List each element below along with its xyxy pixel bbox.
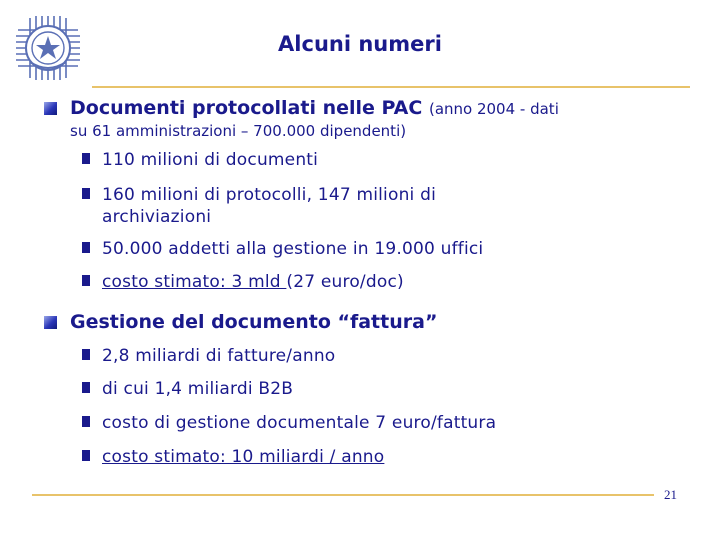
list-item-line: archiviazioni <box>102 207 212 227</box>
list-bullet-icon <box>82 382 90 393</box>
section-heading: Gestione del documento “fattura” <box>70 311 438 333</box>
page-number: 21 <box>664 487 677 502</box>
section-bullet-icon <box>44 316 57 329</box>
list-bullet-icon <box>82 275 90 286</box>
bottom-divider <box>32 494 654 496</box>
list-bullet-icon <box>82 242 90 253</box>
list-item: 2,8 miliardi di fatture/anno <box>102 346 336 366</box>
section-heading <box>70 96 559 121</box>
list-bullet-icon <box>82 188 90 199</box>
list-bullet-icon <box>82 416 90 427</box>
section-note: (anno 2004 - dati <box>428 100 559 118</box>
section-note-continued: su 61 amministrazioni – 700.000 dipendenti) <box>70 122 407 140</box>
section-heading-text: Documenti protocollati nelle PAC <box>70 97 423 119</box>
list-item-line: 160 milioni di protocolli, 147 milioni di <box>102 185 436 205</box>
list-item <box>102 271 404 293</box>
list-item <box>102 446 384 468</box>
list-item-underlined: costo stimato: 3 mld <box>102 272 287 292</box>
list-bullet-icon <box>82 349 90 360</box>
list-item: 50.000 addetti alla gestione in 19.000 uffici <box>102 239 484 259</box>
list-item-rest: (27 euro/doc) <box>286 272 404 292</box>
top-divider <box>92 86 690 88</box>
list-item-underlined: costo stimato: 10 miliardi / anno <box>102 447 385 467</box>
list-item <box>102 184 436 228</box>
slide-title: Alcuni numeri <box>278 32 442 56</box>
list-bullet-icon <box>82 153 90 164</box>
section-bullet-icon <box>44 102 57 115</box>
list-bullet-icon <box>82 450 90 461</box>
list-item: costo di gestione documentale 7 euro/fattura <box>102 413 497 433</box>
list-item: 110 milioni di documenti <box>102 150 319 170</box>
list-item: di cui 1,4 miliardi B2B <box>102 379 294 399</box>
